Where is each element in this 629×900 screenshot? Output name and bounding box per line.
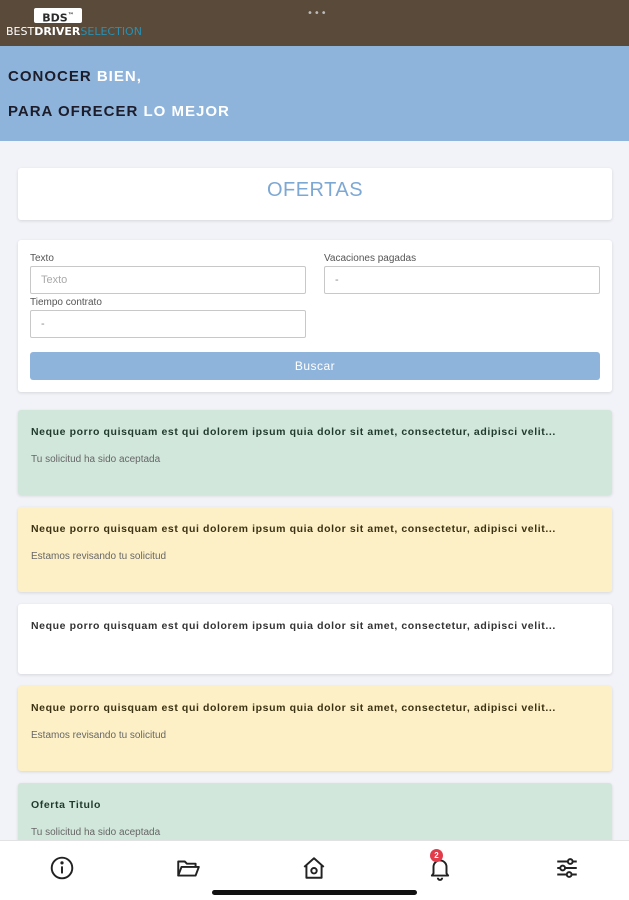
offer-card[interactable]	[18, 604, 612, 674]
tiempo-contrato-select[interactable]: -	[30, 310, 306, 338]
logo-badge-mark: ™	[67, 12, 74, 19]
logo-driver: DRIVER	[34, 25, 81, 38]
offer-status: Estamos revisando tu solicitud	[31, 551, 167, 562]
logo-best: BEST	[6, 25, 35, 38]
search-button[interactable]: Buscar	[30, 352, 600, 380]
offer-title: Neque porro quisquam est qui dolorem ipsum quia dolor sit amet, consectetur, adipisci velit...	[31, 620, 556, 632]
hero-text: PARA OFRECER	[8, 103, 144, 120]
vacaciones-label: Vacaciones pagadas	[324, 253, 417, 264]
offer-status: Tu solicitud ha sido aceptada	[31, 827, 161, 838]
page-title-card	[18, 168, 612, 220]
folder-icon[interactable]	[175, 855, 201, 881]
hero-text: CONOCER	[8, 68, 97, 85]
info-icon[interactable]	[49, 855, 75, 881]
hero-highlight: LO MEJOR	[143, 103, 230, 120]
logo-badge-text: BDS	[42, 11, 68, 25]
hero-comma: ,	[136, 68, 142, 85]
home-indicator[interactable]	[212, 890, 417, 895]
offer-title: Neque porro quisquam est qui dolorem ipsum quia dolor sit amet, consectetur, adipisci velit...	[31, 523, 556, 535]
window-handle[interactable]: •••	[307, 8, 328, 19]
vacaciones-select[interactable]: -	[324, 266, 600, 294]
page-title: OFERTAS	[266, 179, 364, 201]
hero-highlight: BIEN	[96, 68, 137, 85]
text-filter-label: Texto	[30, 253, 54, 264]
offer-title: Neque porro quisquam est qui dolorem ipsum quia dolor sit amet, consectetur, adipisci velit...	[31, 426, 556, 438]
offer-title: Oferta Titulo	[31, 799, 102, 811]
filter-card	[18, 240, 612, 392]
logo-wordmark	[6, 25, 142, 39]
home-icon[interactable]	[301, 855, 327, 881]
offer-title: Neque porro quisquam est qui dolorem ipsum quia dolor sit amet, consectetur, adipisci velit...	[31, 702, 556, 714]
text-filter-input[interactable]	[30, 266, 306, 294]
notification-badge: 2	[430, 849, 443, 862]
app-top-bar	[0, 0, 629, 46]
hero-banner	[0, 46, 629, 141]
tiempo-contrato-label: Tiempo contrato	[30, 297, 102, 308]
offer-status: Estamos revisando tu solicitud	[31, 730, 167, 741]
offer-card[interactable]	[18, 410, 612, 495]
app-logo[interactable]	[6, 8, 156, 40]
hero-line-1	[8, 68, 142, 85]
hero-line-2	[8, 103, 230, 120]
sliders-icon[interactable]	[554, 855, 580, 881]
offer-status: Tu solicitud ha sido aceptada	[31, 454, 161, 465]
offer-card[interactable]	[18, 686, 612, 771]
logo-selection: SELECTION	[80, 25, 142, 38]
logo-badge	[34, 8, 82, 23]
offer-card[interactable]	[18, 507, 612, 592]
